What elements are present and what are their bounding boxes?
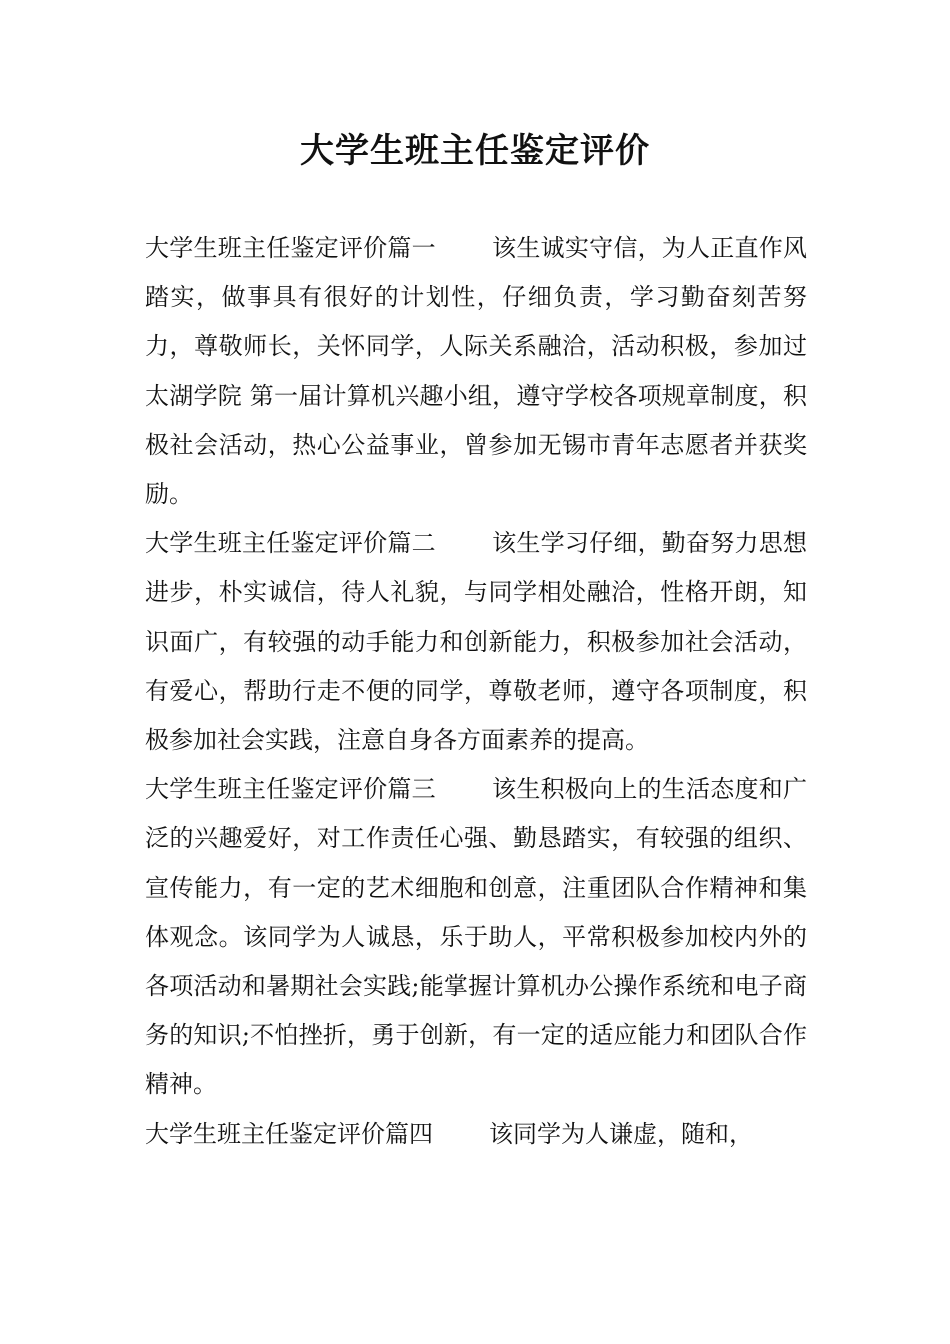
document-body <box>145 224 807 1159</box>
section-3 <box>145 765 807 1109</box>
section-heading: 大学生班主任鉴定评价篇二 <box>145 529 436 558</box>
section-heading: 大学生班主任鉴定评价篇一 <box>145 234 436 262</box>
document-title: 大学生班主任鉴定评价 <box>300 131 650 171</box>
section-text: 该同学为人谦虚，随和， <box>489 1119 753 1148</box>
section-text: 该生诚实守信，为人正直作风踏实，做事具有很好的计划性，仔细负责，学习勤奋刻苦努力，尊敬师长，关怀同学，人际关系融洽，活动积极，参加过太湖学院 第一届计算机兴趣小组，遵守学校各项规章制度，积极社会活动，热心公益事业，曾参加无锡市青年志愿者并获奖励。 <box>145 234 808 509</box>
section-2 <box>145 519 807 765</box>
section-1 <box>145 224 807 519</box>
section-text: 该生积极向上的生活态度和广泛的兴趣爱好，对工作责任心强、勤恳踏实，有较强的组织、宣传能力，有一定的艺术细胞和创意，注重团队合作精神和集体观念。该同学为人诚恳，乐于助人，平常积极参加校内外的各项活动和暑期社会实践;能掌握计算机办公操作系统和电子商务的知识;不怕挫折，勇于创新，有一定的适应能力和团队合作精神。 <box>145 775 808 1099</box>
section-heading: 大学生班主任鉴定评价篇四 <box>145 1119 433 1148</box>
section-text: 该生学习仔细，勤奋努力思想进步，朴实诚信，待人礼貌，与同学相处融洽，性格开朗，知识面广，有较强的动手能力和创新能力，积极参加社会活动，有爱心，帮助行走不便的同学，尊敬老师，遵守各项制度，积极参加社会实践，注意自身各方面素养的提高。 <box>145 529 808 755</box>
section-heading: 大学生班主任鉴定评价篇三 <box>145 775 436 804</box>
section-4 <box>145 1110 807 1159</box>
